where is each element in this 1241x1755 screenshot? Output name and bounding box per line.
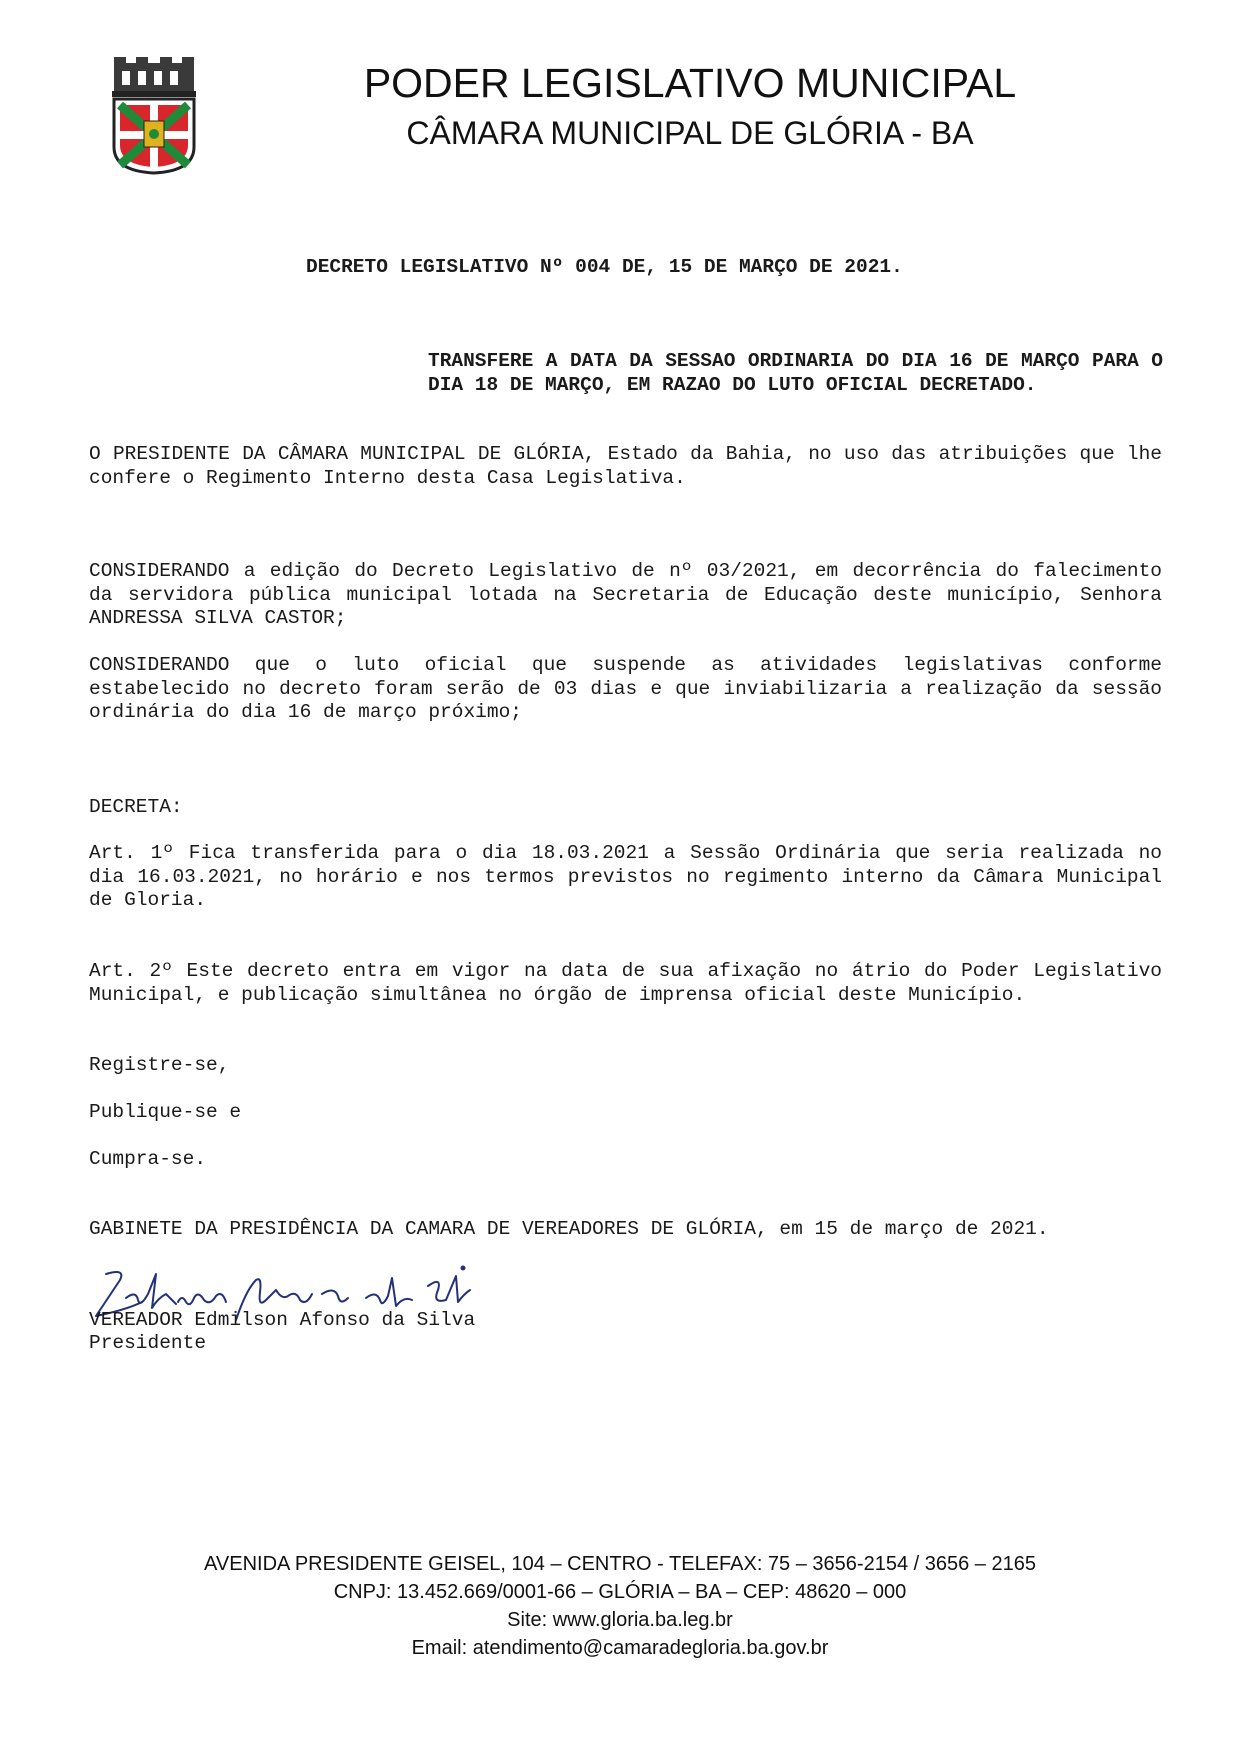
municipal-coat-of-arms-icon: [108, 55, 200, 175]
closing-registre: Registre-se,: [89, 1054, 230, 1076]
signer-name: VEREADOR Edmilson Afonso da Silva: [89, 1309, 476, 1331]
considerando-paragraph-2: CONSIDERANDO que o luto oficial que suspende as atividades legislativas conforme estabelecido no decreto foram serão de 03 dias e que inviabilizaria a realização da sessão ordinária do dia 16 de março próximo;: [89, 654, 1162, 723]
page-subtitle: CÂMARA MUNICIPAL DE GLÓRIA - BA: [406, 115, 974, 151]
closing-publique: Publique-se e: [89, 1101, 242, 1123]
closing-cumpra: Cumpra-se.: [89, 1148, 207, 1170]
footer-address: AVENIDA PRESIDENTE GEISEL, 104 – CENTRO - TELEFAX: 75 – 3656-2154 / 3656 – 2165: [204, 1553, 1036, 1575]
article-1: Art. 1º Fica transferida para o dia 18.03.2021 a Sessão Ordinária que seria realizada no dia 16.03.2021, no horário e nos termos previstos no regimento interno da Câmara Municipal de Gloria.: [89, 842, 1162, 911]
preamble-paragraph: O PRESIDENTE DA CÂMARA MUNICIPAL DE GLÓRIA, Estado da Bahia, no uso das atribuições que lhe confere o Regimento Interno desta Casa Legislativa.: [89, 443, 1162, 489]
decree-ementa: TRANSFERE A DATA DA SESSAO ORDINARIA DO DIA 16 DE MARÇO PARA O DIA 18 DE MARÇO, EM RAZAO DO LUTO OFICIAL DECRETADO.: [428, 350, 1163, 396]
page-title: PODER LEGISLATIVO MUNICIPAL: [363, 60, 1017, 106]
gabinete-line: GABINETE DA PRESIDÊNCIA DA CAMARA DE VEREADORES DE GLÓRIA, em 15 de março de 2021.: [89, 1218, 1049, 1240]
signer-role: Presidente: [89, 1332, 207, 1354]
considerando-paragraph-1: CONSIDERANDO a edição do Decreto Legislativo de nº 03/2021, em decorrência do falecimento da servidora pública municipal lotada na Secretaria de Educação deste município, Senhora ANDRESSA SILVA CASTOR;: [89, 560, 1162, 629]
decreta-heading: DECRETA:: [89, 796, 183, 818]
footer-email: Email: atendimento@camaradegloria.ba.gov.br: [411, 1637, 829, 1659]
footer: [140, 1550, 1100, 1662]
footer-cnpj: CNPJ: 13.452.669/0001-66 – GLÓRIA – BA – CEP: 48620 – 000: [333, 1581, 907, 1603]
article-2: Art. 2º Este decreto entra em vigor na data de sua afixação no átrio do Poder Legislativo Municipal, e publicação simultânea no órgão de imprensa oficial deste Município.: [89, 960, 1162, 1006]
decree-title: DECRETO LEGISLATIVO Nº 004 DE, 15 DE MARÇO DE 2021.: [306, 256, 903, 278]
footer-site: Site: www.gloria.ba.leg.br: [507, 1609, 733, 1631]
